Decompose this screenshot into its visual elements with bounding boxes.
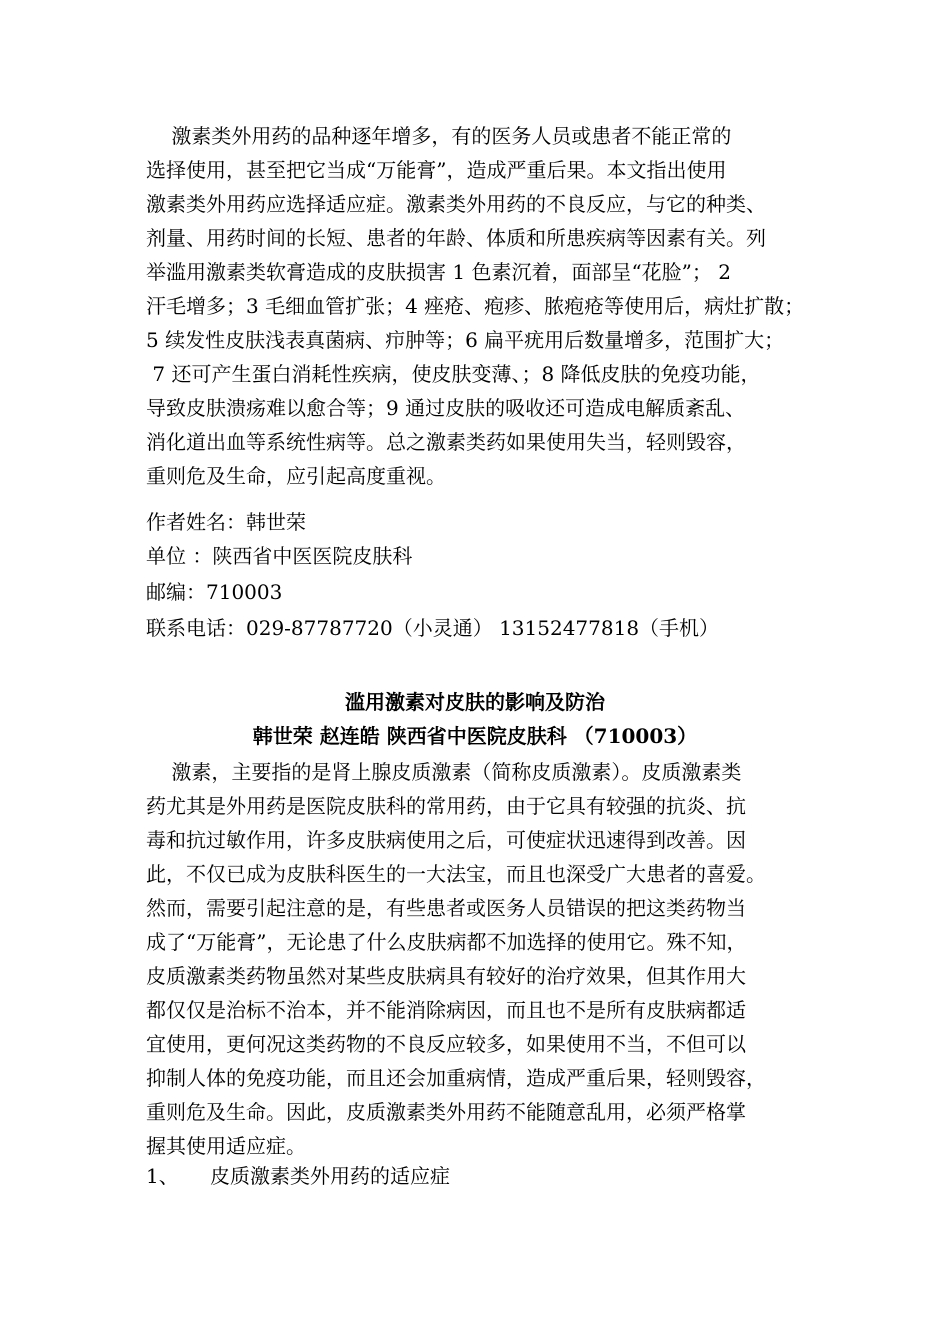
abstract-line: 选择使用，甚至把它当成“万能膏”，造成严重后果。本文指出使用 [146,158,727,182]
body-line: 都仅仅是治标不治本，并不能消除病因，而且也不是所有皮肤病都适 [146,998,746,1022]
article-byline: 韩世荣 赵连皓 陕西省中医院皮肤科 （710003） [252,724,698,748]
section-heading-line [146,1160,450,1192]
body-line: 宜使用，更何况这类药物的不良反应较多，如果使用不当，不但可以 [146,1032,746,1056]
author-name: 作者姓名：韩世荣 [146,510,306,534]
abstract-line: 汗毛增多；3 毛细血管扩张；4 痤疮、疱疹、脓疱疮等使用后，病灶扩散； [146,294,805,318]
body-line: 药尤其是外用药是医院皮肤科的常用药，由于它具有较强的抗炎、抗 [146,794,746,818]
body-line: 成了“万能膏”，无论患了什么皮肤病都不加选择的使用它。殊不知， [146,930,747,954]
abstract-line: 重则危及生命，应引起高度重视。 [146,464,446,488]
body-line: 此，不仅已成为皮肤科医生的一大法宝，而且也深受广大患者的喜爱。 [146,862,766,886]
abstract-line: 剂量、用药时间的长短、患者的年龄、体质和所患疾病等因素有关。列 [146,226,766,250]
article-title: 滥用激素对皮肤的影响及防治 [345,690,605,714]
body-line: 然而，需要引起注意的是，有些患者或医务人员错误的把这类药物当 [146,896,746,920]
body-line: 激素，主要指的是肾上腺皮质激素（简称皮质激素）。皮质激素类 [146,760,742,784]
author-postcode: 邮编：710003 [146,580,283,604]
body-line: 握其使用适应症。 [146,1134,306,1158]
author-unit: 单位 ：陕西省中医医院皮肤科 [146,544,413,568]
abstract-line: 消化道出血等系统性病等。总之激素类药如果使用失当，轻则毁容， [146,430,746,454]
abstract-line: 激素类外用药应选择适应症。激素类外用药的不良反应，与它的种类、 [146,192,766,216]
abstract-line: 7 还可产生蛋白消耗性疾病，使皮肤变薄、；8 降低皮肤的免疫功能， [146,362,761,386]
abstract-line: 举滥用激素类软膏造成的皮肤损害 1 色素沉着，面部呈“花脸”； 2 [146,260,731,284]
body-line: 重则危及生命。因此，皮质激素类外用药不能随意乱用，必须严格掌 [146,1100,746,1124]
author-phone: 联系电话：029-87787720（小灵通） 13152477818（手机） [146,616,720,640]
body-line: 毒和抗过敏作用，许多皮肤病使用之后，可使症状迅速得到改善。因 [146,828,746,852]
abstract-line: 激素类外用药的品种逐年增多，有的医务人员或患者不能正常的 [146,124,732,148]
section-title: 皮质激素类外用药的适应症 [210,1164,450,1188]
abstract-line: 5 续发性皮肤浅表真菌病、疖肿等；6 扁平疣用后数量增多，范围扩大； [146,328,785,352]
abstract-line: 导致皮肤溃疡难以愈合等；9 通过皮肤的吸收还可造成电解质紊乱、 [146,396,746,420]
body-line: 皮质激素类药物虽然对某些皮肤病具有较好的治疗效果，但其作用大 [146,964,746,988]
section-number: 1、 [146,1164,179,1188]
body-line: 抑制人体的免疫功能，而且还会加重病情，造成严重后果，轻则毁容， [146,1066,766,1090]
